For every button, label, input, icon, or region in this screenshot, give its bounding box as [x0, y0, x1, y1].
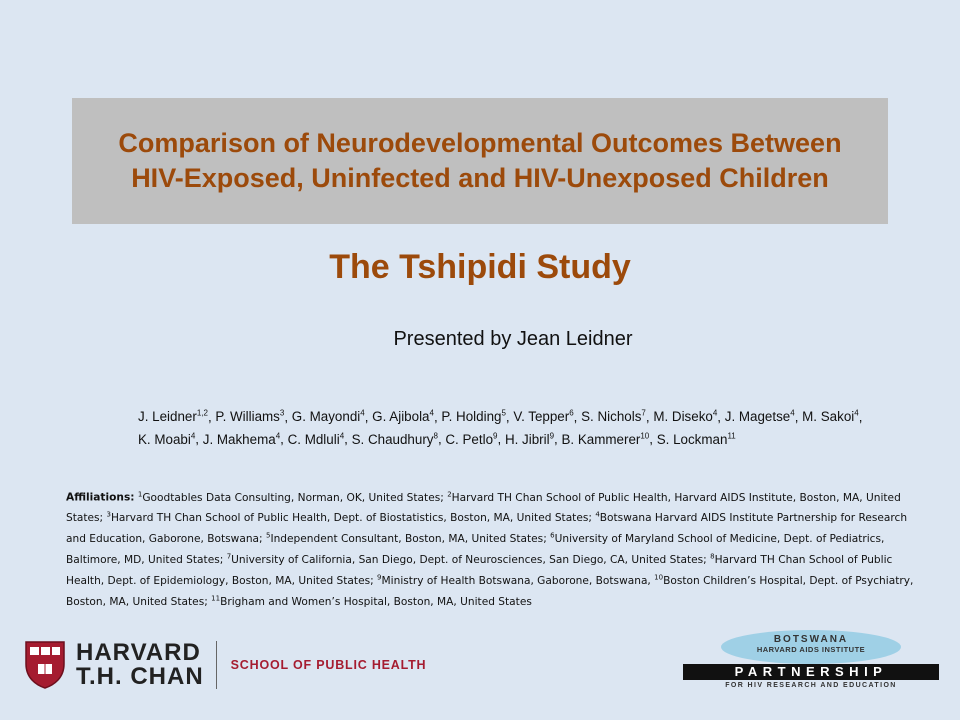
harvard-wordmark — [76, 641, 204, 689]
affiliation-text: Boston Children’s Hospital, Dept. of Psychiatry, Boston, MA, United States; — [66, 574, 914, 608]
affiliation-text: Harvard TH Chan School of Public Health, Dept. of Biostatistics, Boston, MA, United States; — [110, 512, 596, 525]
author-name: J. Makhema$^4$ — [202, 431, 281, 447]
affiliation-number: 7 — [226, 552, 232, 561]
author-name: C. Petlo$^9$ — [445, 431, 498, 447]
author-affiliation-number: 10 — [640, 431, 650, 441]
author-affiliation-number: 11 — [727, 431, 736, 441]
harvard-word: HARVARD — [76, 639, 201, 666]
affiliations-list — [66, 492, 913, 608]
author-name: B. Kammerer$^{10}$ — [561, 431, 650, 447]
author-name: P. Holding$^5$ — [441, 409, 506, 425]
author-name: G. Ajibola$^4$ — [372, 409, 434, 425]
author-affiliation-number: 4 — [275, 431, 281, 441]
author-name: H. Jibril$^9$ — [504, 431, 555, 447]
botswana-harvard-logo — [683, 630, 941, 690]
author-name: M. Diseko$^4$ — [653, 409, 718, 425]
author-affiliation-number: 4 — [429, 409, 434, 418]
harvard-chan-logo — [24, 638, 444, 692]
author-affiliation-number: 3 — [279, 409, 285, 418]
affiliation-number: 10 — [654, 573, 664, 582]
affiliation-text: Harvard TH Chan School of Public Health, Dept. of Epidemiology, Boston, MA, United States; — [66, 554, 893, 587]
author-affiliation-number: 4 — [854, 409, 859, 418]
botswana-word: BOTSWANA — [773, 634, 849, 645]
affiliation-number: 3 — [106, 510, 111, 519]
author-name: V. Tepper$^6$ — [513, 409, 574, 425]
author-name: P. Williams$^3$ — [215, 409, 285, 425]
title-banner — [72, 98, 888, 224]
affiliation-text: Brigham and Women’s Hospital, Boston, MA, United States — [220, 595, 532, 608]
author-affiliation-number: 7 — [641, 409, 646, 418]
author-affiliation-number: 5 — [501, 409, 506, 418]
affiliation-text: Goodtables Data Consulting, Norman, OK, United States; — [142, 491, 448, 504]
affiliation-number: 2 — [447, 490, 452, 498]
affiliations-label: Affiliations: — [66, 491, 135, 504]
author-name: G. Mayondi$^4$ — [291, 409, 365, 425]
affiliation-number: 4 — [595, 510, 600, 519]
author-affiliation-number: 4 — [190, 431, 196, 441]
affiliation-text: Botswana Harvard AIDS Institute Partnership for Research and Education, Gaborone, Botswana; — [66, 512, 908, 546]
author-name: K. Moabi$^4$ — [138, 431, 196, 447]
botswana-oval — [721, 630, 901, 664]
harvard-aids-institute-word: HARVARD AIDS INSTITUTE — [756, 645, 866, 654]
author-affiliation-number: 1,2 — [196, 409, 208, 418]
affiliation-text: University of California, San Diego, Dept. of Neurosciences, San Diego, CA, United States; — [231, 554, 711, 567]
affiliation-text: Harvard TH Chan School of Public Health, Harvard AIDS Institute, Boston, MA, United States; — [66, 491, 901, 525]
th-chan-word: T.H. CHAN — [76, 663, 204, 690]
study-name: The Tshipidi Study — [329, 248, 631, 286]
affiliation-number: 1 — [137, 490, 143, 498]
slide-title: Comparison of Neurodevelopmental Outcomes Between HIV-Exposed, Uninfected and HIV-Unexposed Children — [118, 128, 842, 193]
author-name: S. Lockman$^{11}$ — [656, 431, 736, 447]
author-affiliation-number: 6 — [569, 409, 574, 418]
affiliation-number: 9 — [377, 573, 382, 582]
affiliation-text: Ministry of Health Botswana, Gaborone, Botswana, — [381, 574, 655, 587]
school-of-public-health: SCHOOL OF PUBLIC HEALTH — [230, 658, 427, 672]
author-affiliation-number: 9 — [549, 431, 555, 441]
affiliation-text: Independent Consultant, Boston, MA, United States; — [270, 533, 551, 546]
author-affiliation-number: 4 — [360, 409, 365, 418]
author-affiliation-number: 4 — [712, 409, 718, 418]
hiv-research-tagline: FOR HIV RESEARCH AND EDUCATION — [725, 682, 897, 689]
author-name: S. Nichols$^7$ — [581, 409, 646, 425]
presenter-line: Presented by Jean Leidner — [393, 328, 633, 350]
author-list: J. Leidner$^{1,2}$, P. Williams$^3$, G. Mayondi$^4$, G. Ajibola$^4$, P. Holding$^5$, V. Tepper$^6$, S. Nichols$^7$, M. Diseko$^4$, J. Magetse$^4$, M. Sakoi$^4$, K. Moabi$^4$, J. Makhema$^4$, C. Mdluli$^4$, S. Chaudhury$^8$, C. Petlo$^9$, H. Jibril$^9$, B. Kammerer$^{10}$, S. Lockman$^{11}$ — [138, 409, 863, 447]
author-name: J. Magetse$^4$ — [724, 409, 795, 425]
author-affiliation-number: 9 — [493, 431, 498, 441]
author-name: M. Sakoi$^4$ — [802, 409, 859, 425]
author-affiliation-number: 8 — [433, 431, 438, 441]
affiliation-text: University of Maryland School of Medicine, Dept. of Pediatrics, Baltimore, MD, United States; — [66, 533, 885, 567]
author-affiliation-number: 4 — [790, 409, 795, 418]
partnership-bar: PARTNERSHIP — [683, 664, 939, 680]
author-affiliation-number: 4 — [339, 431, 345, 441]
author-name: S. Chaudhury$^8$ — [351, 431, 438, 447]
affiliation-number: 8 — [710, 552, 715, 561]
logo-divider — [216, 641, 217, 689]
author-name: J. Leidner$^{1,2}$ — [138, 409, 208, 425]
affiliation-number: 6 — [550, 531, 555, 540]
affiliation-number: 11 — [211, 594, 221, 603]
harvard-shield-icon — [24, 640, 66, 690]
affiliation-number: 5 — [265, 531, 271, 540]
affiliations — [66, 486, 926, 611]
author-name: C. Mdluli$^4$ — [287, 431, 345, 447]
